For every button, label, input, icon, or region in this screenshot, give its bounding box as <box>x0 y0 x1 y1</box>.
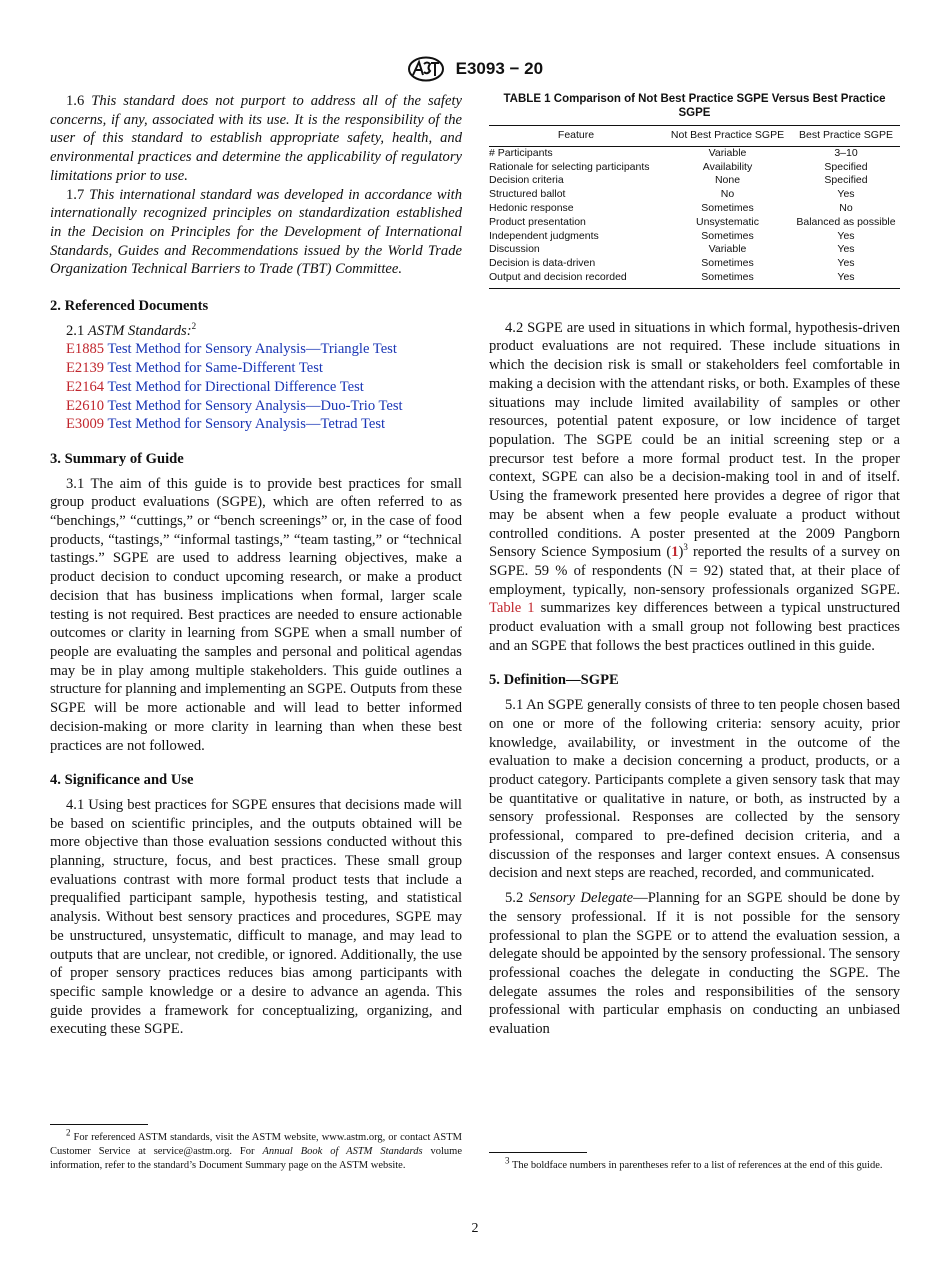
table-cell: Yes <box>837 243 855 256</box>
table-caption: TABLE 1 Comparison of Not Best Practice SGPE Versus Best Practice SGPE <box>503 93 886 119</box>
left-column <box>50 92 462 1039</box>
para-1-6: 1.6 This standard does not purport to address all of the safety concerns, if any, associated with its use. It is the responsibility of the user of this standard to establish appropriate safety, health, and environmental practices and determine the applicability of regulatory limitations prior to use. <box>50 93 462 184</box>
page-number: 2 <box>471 1221 479 1236</box>
para-5-1: 5.1 An SGPE generally consists of three to ten people chosen based on one or more of the following criteria: sensory acuity, prior knowledge, availability, or investment in the outcome of the evaluation to make a decision concerning a product, products, or a product category. Participants complete a given sensory task that may be quantitative or qualitative in nature, or both, as instructed by a sensory professional. Responses are collected by the sensory professional, compared to pre-defined decision criteria, and a discussion of the responses and larger context ensues. A consensus decision and next steps are reached, recorded, and communicated. <box>489 697 900 882</box>
table-cell: # Participants <box>489 146 553 159</box>
table-cell: Unsystematic <box>695 215 759 228</box>
table-link[interactable]: Table 1 <box>489 600 535 617</box>
table-cell: Output and decision recorded <box>489 270 627 283</box>
table-cell: Rationale for selecting participants <box>489 160 650 173</box>
table-header: Not Best Practice SGPE <box>670 129 785 141</box>
table-cell: No <box>839 201 853 214</box>
section-4-heading: 4. Significance and Use <box>50 772 194 789</box>
astm-logo-icon <box>407 56 445 82</box>
table-cell: Sometimes <box>701 229 754 242</box>
table-cell: No <box>720 188 735 201</box>
table-cell: Specified <box>824 174 868 187</box>
table-row <box>489 188 900 202</box>
section-2-heading: 2. Referenced Documents <box>50 298 209 315</box>
para-1-7: 1.7 This international standard was developed in accordance with internationally recognized principles on standardization established in the Decision on Principles for the Development of International Standards, Guides and Recommendations issued by the World Trade Organization Technical Barriers to Trade (TBT) Committee. <box>50 186 463 278</box>
table-cell: Sometimes <box>701 270 754 283</box>
table-row <box>489 174 900 188</box>
table-cell: Decision is data-driven <box>489 257 596 270</box>
para-2-1: 2.1 ASTM Standards:$^2$ <box>66 320 197 339</box>
para-4-1: 4.1 Using best practices for SGPE ensures that decisions made will be based on scientific principles, and the outputs obtained will be more objective than those evaluation sessions conducted without this planning, structure, focus, and best practices. These small group evaluations contrast with more formal product tests that include a prequalified participant sample, hypothesis testing, and statistical analysis. Without best sensory practices and procedures, SGPE may be unstructured, unsystematic, difficult to manage, and may lead to outputs that are unclear, not credible, or ignored. Additionally, the use of proper sensory practices reduces bias among participants with specific sample knowledge or a desire to advance an agenda. This guide provides a framework for conceptualizing, organizing, and executing these SGPE. <box>50 796 462 1038</box>
table-cell: Product presentation <box>489 215 586 228</box>
table-row <box>489 146 900 160</box>
table-cell: Variable <box>708 146 747 159</box>
designation: E3093 − 20 <box>455 59 544 78</box>
table-cell: Yes <box>837 257 855 270</box>
table-cell: Sometimes <box>701 257 754 270</box>
table-cell: Sometimes <box>701 201 754 214</box>
table-row <box>489 257 900 271</box>
para-5-2: 5.2 Sensory Delegate—Planning for an SGPE should be done by the sensory professional. If it is not possible for the sensory professional to plan the SGPE or to attend the evaluation session, a delegate should be appointed by the sensory professional. The sensory professional coaches the delegate in conducting the SGPE. The delegate assumes the roles and responsibilities of the sensory professional with particular emphasis on conducting an unbiased evaluation <box>489 890 900 1038</box>
table-row <box>489 243 900 257</box>
table-cell: Hedonic response <box>489 201 574 214</box>
table-cell: Variable <box>708 243 747 256</box>
table-cell: 3–10 <box>834 146 858 159</box>
table-row <box>489 216 900 230</box>
right-column <box>489 92 900 1039</box>
table-header: Feature <box>557 129 595 141</box>
section-3-heading: 3. Summary of Guide <box>50 450 184 467</box>
table-row <box>489 161 900 175</box>
table-row <box>489 230 900 244</box>
section-5-heading: 5. Definition—SGPE <box>489 672 619 689</box>
para-3-1: 3.1 The aim of this guide is to provide best practices for small group product evaluations (SGPE), which are often referred to as “benchings,” “cuttings,” or “bench screenings” or, in the case of food products, “tastings,” “informal tastings,” “team tasting,” or “technical tastings.” SGPE are used to address learning objectives, make a product decision to conduct upcoming research, or make a product decision that has business implications when formal, larger scale testing is not required. Best practices are needed to ensure actionable outcomes or clarity in learning from SGPE when a small number of people are evaluating the samples and personal and political agendas may be in play among multiple stakeholders. This guide outlines a structure for planning and implementing an SGPE. Outputs from these SGPE will be more actionable and will lead to better informed decision-making or more clarity in learning than when these best practices are not followed. <box>50 475 462 754</box>
reference-item[interactable]: E2610 Test Method for Sensory Analysis—Duo-Trio Test <box>66 397 403 414</box>
table-cell: Balanced as possible <box>796 215 896 228</box>
table-cell: Decision criteria <box>489 174 564 187</box>
para-4-2: 4.2 SGPE are used in situations in which formal, hypothesis-driven product evaluations are not required. These include situations in which the decision risk is small or stakeholders feel comfortable in making a decision with the attendant risks, or both. Examples of these situations may include limited availability of samples or other resources, potential patent exposure, or low incidence of target population. The SGPE could be an initial screening step or a precursor test before a more formal product test. In the proper context, SGPE can also be a decision-making tool in and of itself. Using the framework presented here provides a degree of rigor that may be absent when a few people evaluate a product without controlled conditions. A poster presented at the 2009 Pangborn Sensory Science Symposium $(1)^3$ reported the results of a survey on SGPE. 59 % of respondents (N = 92) stated that, at their place of employment, typically, non-sensory professionals organized SGPE. Table 1 summarizes key differences between a typical unstructured product evaluation with a small group not following best practices and an SGPE that follows the best practices outlined in this guide. <box>489 319 900 654</box>
reference-item[interactable]: E2164 Test Method for Directional Difference Test <box>66 378 364 395</box>
table-cell: Independent judgments <box>489 229 599 242</box>
reference-link[interactable]: 1 <box>671 544 679 561</box>
footnote-3: $^3$ The boldface numbers in parentheses refer to a list of references at the end of this guide. <box>489 1152 900 1173</box>
reference-item[interactable]: E3009 Test Method for Sensory Analysis—Tetrad Test <box>66 416 386 433</box>
table-row <box>489 202 900 216</box>
table-cell: Yes <box>837 188 855 201</box>
table-header: Best Practice SGPE <box>799 129 893 141</box>
table-cell: Structured ballot <box>489 188 566 201</box>
comparison-table <box>489 125 900 289</box>
table-cell: Discussion <box>489 243 540 256</box>
table-cell: Specified <box>824 160 868 173</box>
table-cell: Yes <box>837 229 855 242</box>
reference-list <box>66 340 462 434</box>
footnote-2: $^2$ For referenced ASTM standards, visit the ASTM website, www.astm.org, or contact ASTM Customer Service at service@astm.org. For Annual Book of ASTM Standards volume information, refer to the standard’s Document Summary page on the ASTM website. <box>50 1124 462 1173</box>
reference-item[interactable]: E2139 Test Method for Same-Different Test <box>66 360 323 377</box>
page-header <box>0 56 950 82</box>
table-cell: Availability <box>702 160 753 173</box>
table-row <box>489 271 900 288</box>
reference-item[interactable]: E1885 Test Method for Sensory Analysis—Triangle Test <box>66 341 397 358</box>
table-cell: Yes <box>837 270 855 283</box>
table-cell: None <box>714 174 741 187</box>
